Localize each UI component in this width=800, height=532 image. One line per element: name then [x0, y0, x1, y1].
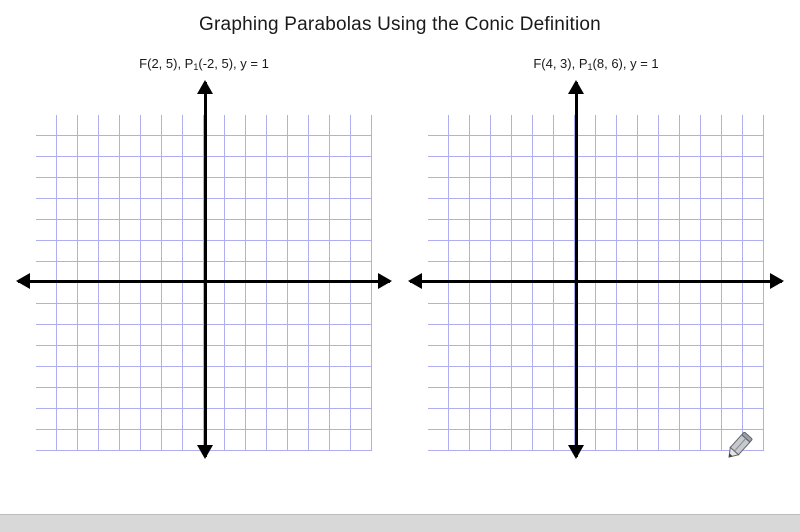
caption-subscript-left: 1 [193, 62, 199, 72]
y-axis-right-arrow-south [568, 445, 584, 459]
coordinate-plane-right[interactable] [410, 82, 782, 457]
graph-caption-left [18, 55, 390, 73]
caption-suffix-left: (-2, 5), y = 1 [198, 56, 269, 71]
caption-suffix-right: (8, 6), y = 1 [592, 56, 659, 71]
caption-prefix-right: F(4, 3), P [533, 56, 588, 71]
caption-subscript-right: 1 [587, 62, 593, 72]
caption-prefix-left: F(2, 5), P [139, 56, 194, 71]
pencil-icon[interactable] [723, 432, 759, 466]
y-axis-right [575, 82, 578, 457]
grid-right [428, 115, 764, 451]
x-axis-right-arrow-east [770, 273, 784, 289]
graph-panel-left [18, 55, 390, 457]
y-axis-left-arrow-south [197, 445, 213, 459]
x-axis-left-arrow-east [378, 273, 392, 289]
y-axis-left [204, 82, 207, 457]
x-axis-right-arrow-west [408, 273, 422, 289]
graph-panel-right [410, 55, 782, 457]
x-axis-right [410, 280, 782, 283]
x-axis-left-arrow-west [16, 273, 30, 289]
y-axis-right-arrow-north [568, 80, 584, 94]
page-title: Graphing Parabolas Using the Conic Definition [199, 14, 601, 35]
y-axis-left-arrow-north [197, 80, 213, 94]
graph-caption-right [410, 55, 782, 73]
footer-bar [0, 514, 800, 532]
coordinate-plane-left[interactable] [18, 82, 390, 457]
